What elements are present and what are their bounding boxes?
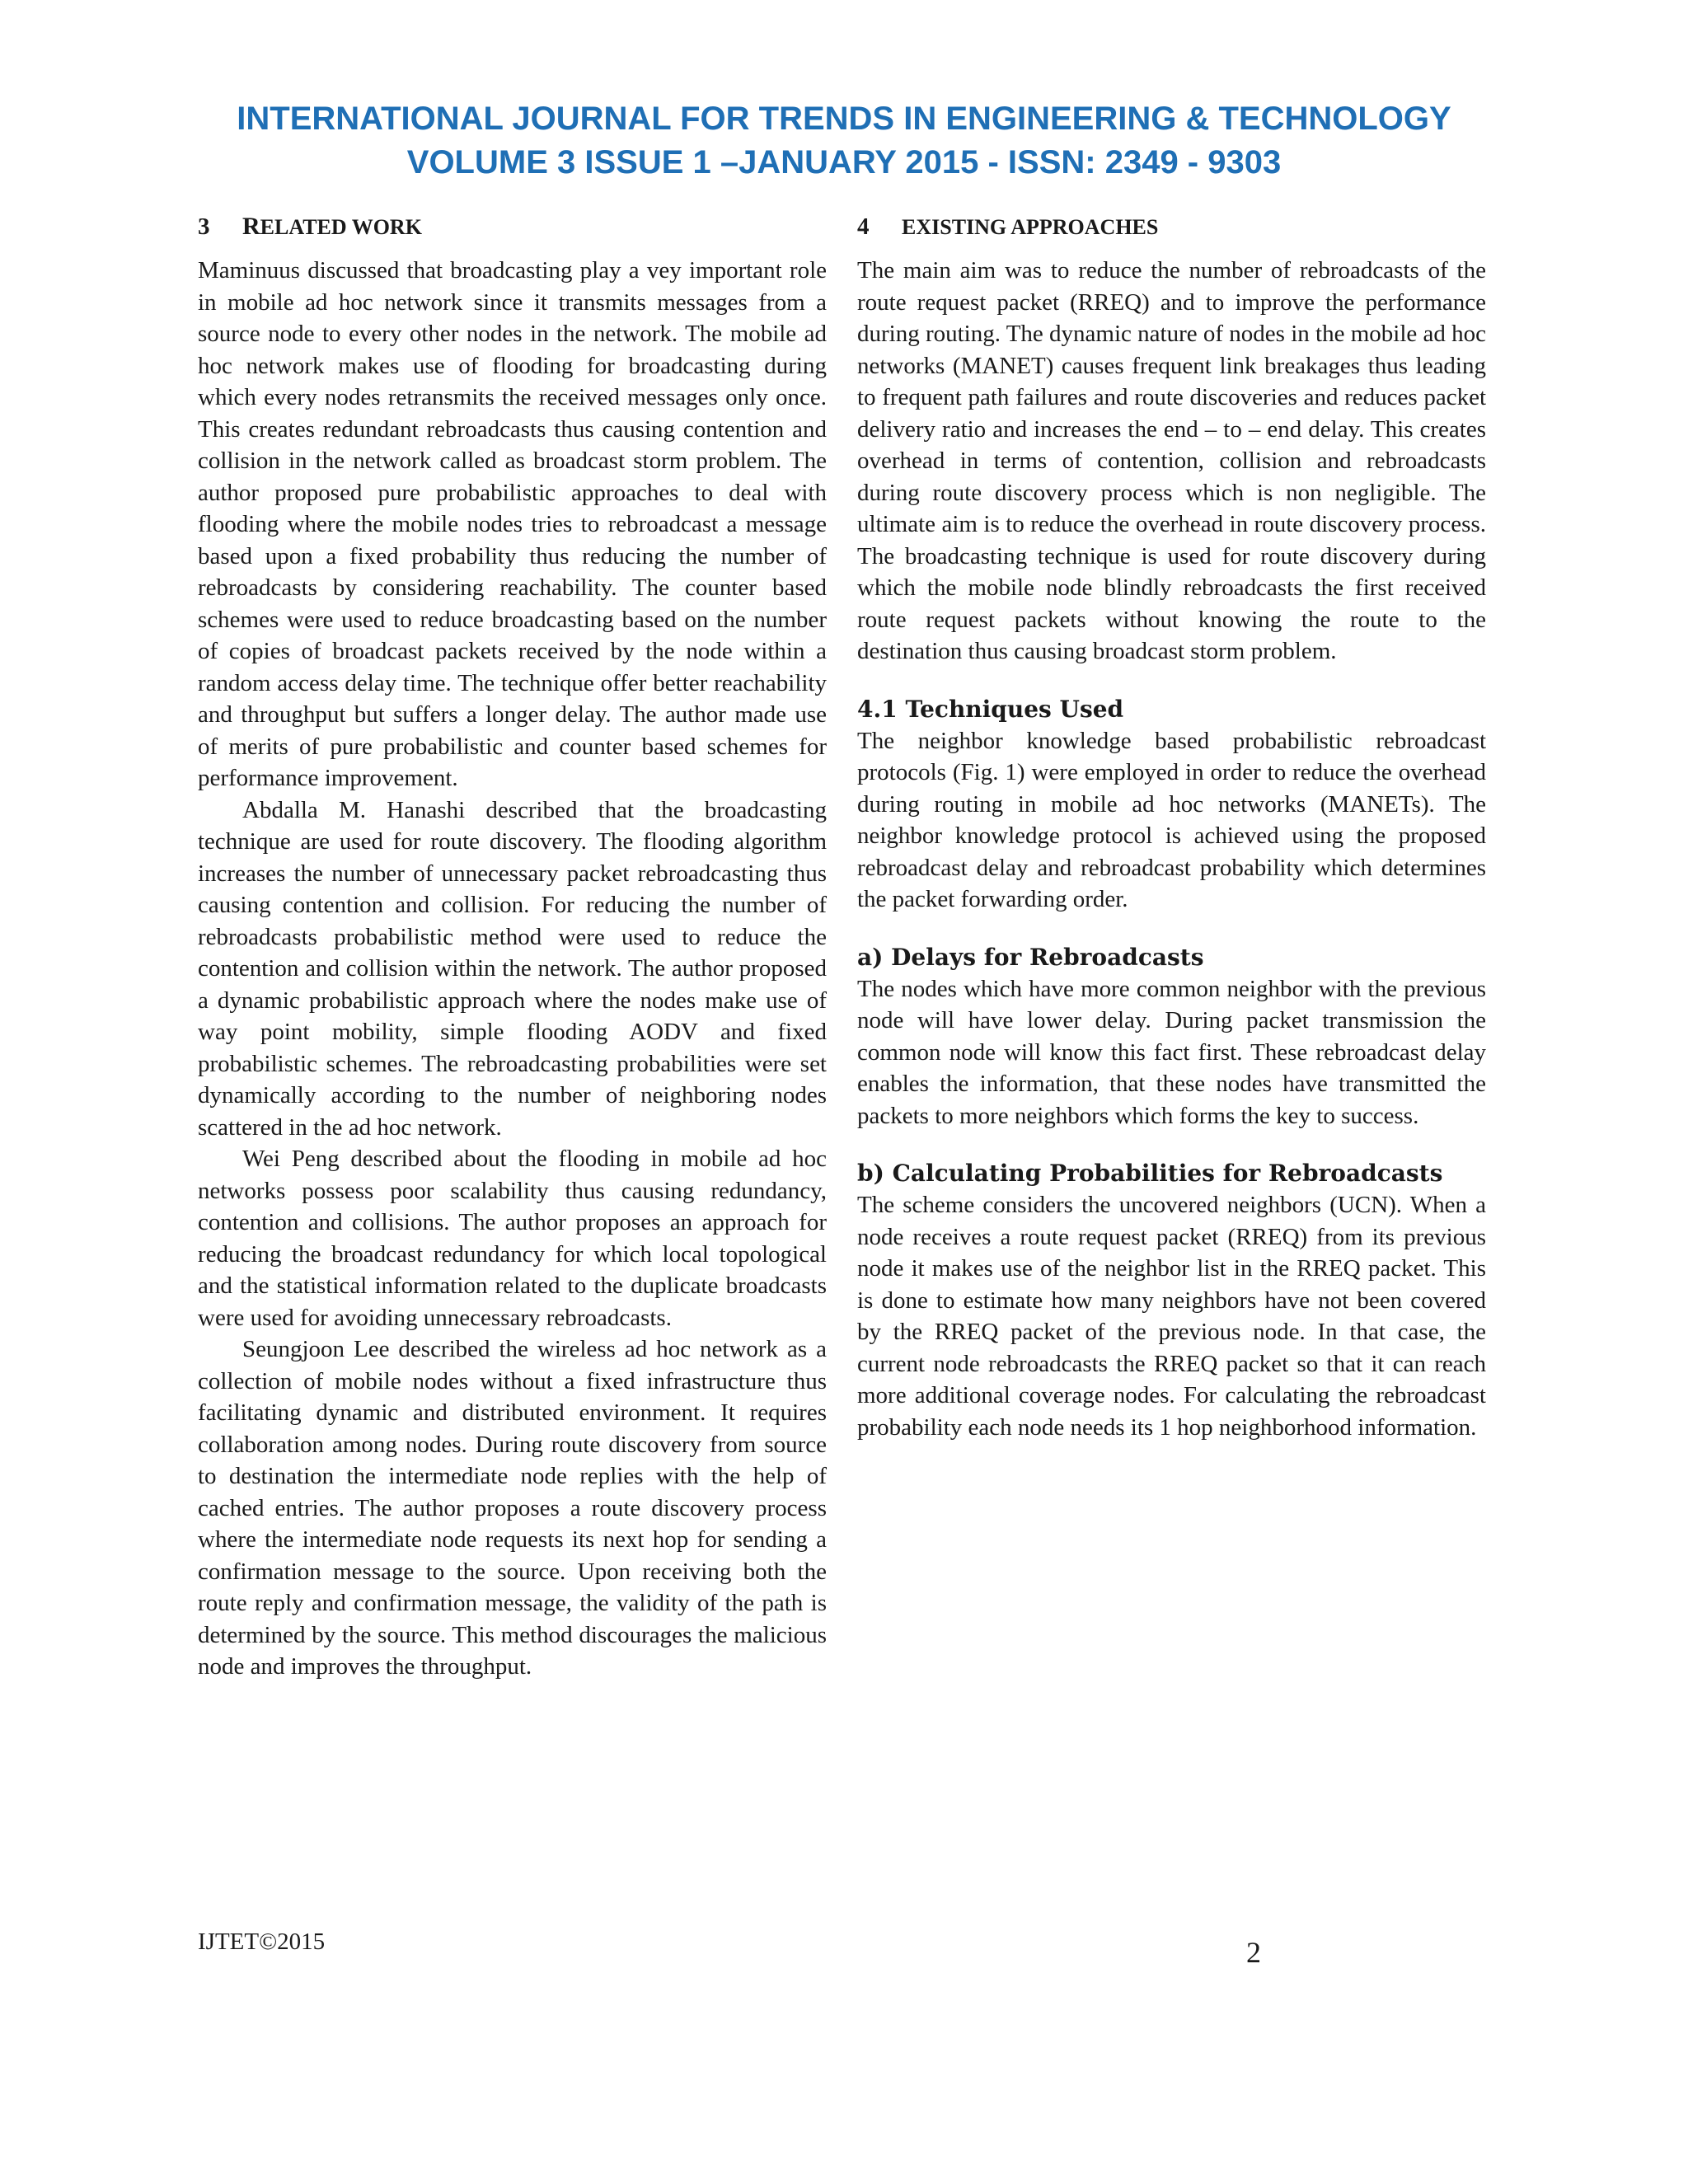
- related-work-paragraph: Seungjoon Lee described the wireless ad hoc network as a collection of mobile nodes without a fixed infrastructure thus facilitating dynamic and distributed environment. It requires collaboration among nodes. During route discovery from source to destination the intermediate node replies with the help of cached entries. The author proposes a route discovery process where the intermediate node requests its next hop for sending a confirmation message to the source. Upon receiving both the route reply and confirmation message, the validity of the path is determined by the source. This method discourages the malicious node and improves the throughput.: [198, 1336, 827, 1680]
- section-3-heading: [198, 211, 827, 243]
- section-3-number: 3: [198, 213, 210, 240]
- subsection-b-heading: b) Calculating Probabilities for Rebroadcasts: [857, 1160, 1443, 1187]
- right-column: [857, 211, 1486, 1443]
- related-work-paragraph: Abdalla M. Hanashi described that the broadcasting technique are used for route discovery. The flooding algorithm increases the number of unnecessary packet rebroadcasting thus causing contention and collision. For reducing the number of rebroadcasts probabilistic method were used to reduce the contention and collision within the network. The author proposed a dynamic probabilistic approach where the nodes make use of way point mobility, simple flooding AODV and fixed probabilistic schemes. The rebroadcasting probabilities were set dynamically according to the number of neighboring nodes scattered in the ad hoc network.: [198, 796, 827, 1141]
- subsection-4-1-heading: 4.1 Techniques Used: [857, 695, 1124, 723]
- subsection-a-heading: a) Delays for Rebroadcasts: [857, 943, 1204, 971]
- section-4-number: 4: [857, 213, 870, 240]
- related-work-paragraph: Maminuus discussed that broadcasting play a vey important role in mobile ad hoc network since it transmits messages from a source node to every other nodes in the network. The mobile ad hoc network makes use of flooding for broadcasting during which every nodes retransmits the received messages only once. This creates redundant rebroadcasts thus causing contention and collision in the network called as broadcast storm problem. The author proposed pure probabilistic approaches to deal with flooding where the mobile nodes tries to rebroadcast a message based upon a fixed probability thus reducing the number of rebroadcasts by considering reachability. The counter based schemes were used to reduce broadcasting based on the number of copies of broadcast packets received by the node within a random access delay time. The technique offer better reachability and throughput but suffers a longer delay. The author made use of merits of pure probabilistic and counter based schemes for performance improvement.: [198, 257, 827, 791]
- delays-paragraph: The nodes which have more common neighbor with the previous node will have lower delay. During packet transmission the common node will know this fact first. These rebroadcast delay enables the information, that these nodes have transmitted the packets to more neighbors which forms the key to success.: [857, 975, 1486, 1129]
- copyright-footer: IJTET©2015: [198, 1929, 326, 1955]
- section-3-title-rest: ELATED WORK: [260, 215, 422, 239]
- left-column: [198, 211, 827, 1683]
- related-work-paragraph: Wei Peng described about the flooding in mobile ad hoc networks possess poor scalability thus causing redundancy, contention and collisions. The author proposes an approach for reducing the broadcast redundancy for which local topological and the statistical information related to the duplicate broadcasts were used for avoiding unnecessary rebroadcasts.: [198, 1146, 827, 1331]
- existing-approaches-paragraph: The main aim was to reduce the number of rebroadcasts of the route request packet (RREQ) and to improve the performance during routing. The dynamic nature of nodes in the mobile ad hoc networks (MANET) causes frequent link breakages thus leading to frequent path failures and route discoveries and reduces packet delivery ratio and increases the end – to – end delay. This creates overhead in terms of contention, collision and rebroadcasts during route discovery process which is non negligible. The ultimate aim is to reduce the overhead in route discovery process. The broadcasting technique is used for route discovery during which the mobile node blindly rebroadcasts the first received route request packets without knowing the route to the destination thus causing broadcast storm problem.: [857, 257, 1486, 664]
- journal-header: [0, 97, 1688, 185]
- journal-title: INTERNATIONAL JOURNAL FOR TRENDS IN ENGINEERING & TECHNOLOGY: [237, 101, 1451, 137]
- probabilities-paragraph: The scheme considers the uncovered neighbors (UCN). When a node receives a route request packet (RREQ) from its previous node it makes use of the neighbor list in the RREQ packet. This is done to estimate how many neighbors have not been covered by the RREQ packet of the previous node. In that case, the current node rebroadcasts the RREQ packet so that it can reach more additional coverage nodes. For calculating the rebroadcast probability each node needs its 1 hop neighborhood information.: [857, 1192, 1486, 1441]
- section-4-heading: [857, 211, 1486, 243]
- techniques-used-paragraph: The neighbor knowledge based probabilistic rebroadcast protocols (Fig. 1) were employed in order to reduce the overhead during routing in mobile ad hoc networks (MANETs). The neighbor knowledge protocol is achieved using the proposed rebroadcast delay and rebroadcast probability which determines the packet forwarding order.: [857, 727, 1486, 912]
- page-number: 2: [1246, 1936, 1261, 1969]
- section-3-title-initial: R: [242, 213, 260, 240]
- journal-volume-issue: VOLUME 3 ISSUE 1 –JANUARY 2015 - ISSN: 2349 - 9303: [406, 144, 1282, 180]
- section-4-title: EXISTING APPROACHES: [902, 215, 1159, 239]
